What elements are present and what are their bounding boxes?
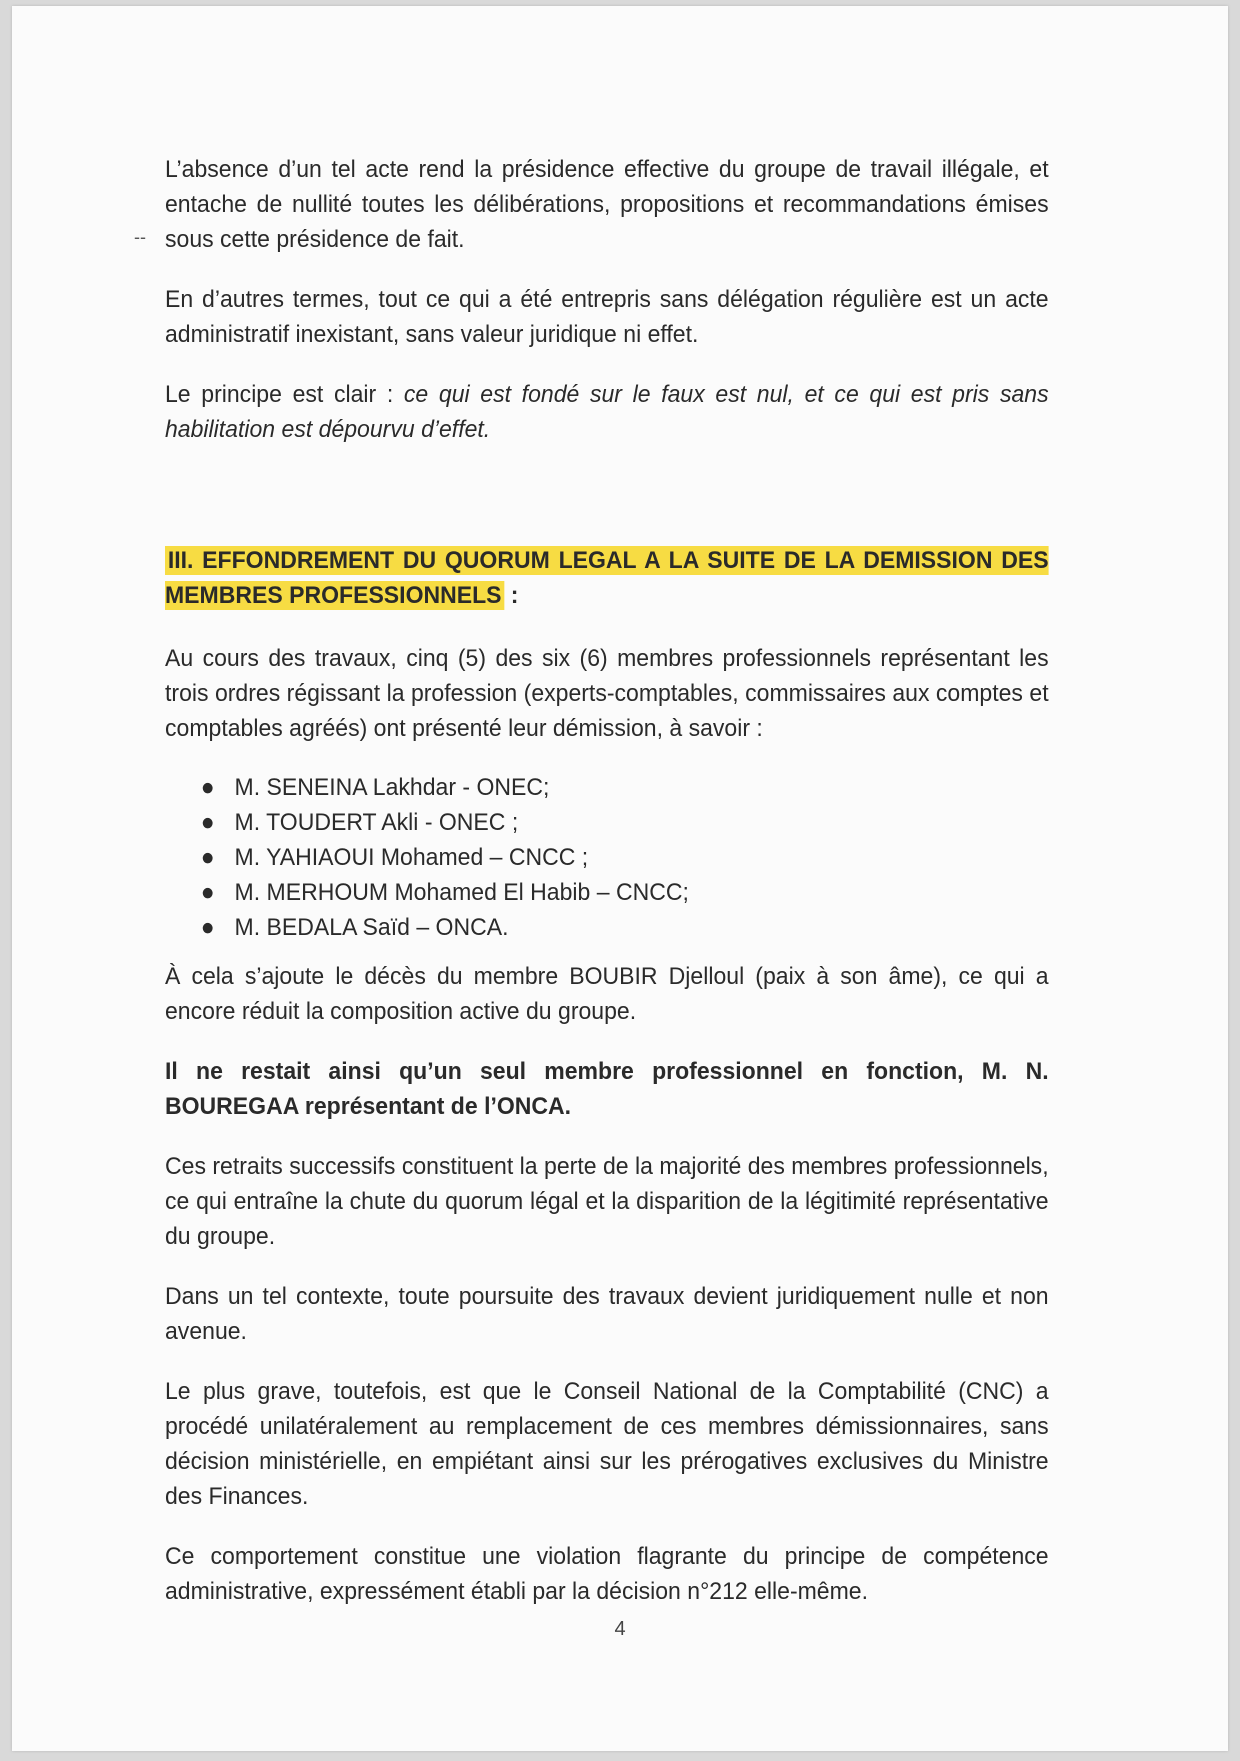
member-name: M. TOUDERT Akli - ONEC ; — [234, 809, 519, 836]
paragraph-absence-acte: L’absence d’un tel acte rend la présidence effective du groupe de travail illégale, et entache de nullité toutes les délibérations, propositions et recommandations émises sous cette présidence de fait. — [165, 156, 1049, 253]
bullet-icon: ● — [200, 774, 215, 801]
paragraph-principe — [165, 377, 1049, 447]
paragraph-retraits: Ces retraits successifs constituent la perte de la majorité des membres professionnels, ce qui entraîne la chute du quorum légal et la disparition de la légitimité représentative du groupe. — [165, 1153, 1049, 1250]
member-name: M. MERHOUM Mohamed El Habib – CNCC; — [234, 879, 689, 906]
margin-annotation-mark: -- — [134, 227, 146, 247]
page-number: 4 — [614, 1618, 626, 1640]
principe-lead-text: Le principe est clair : — [165, 381, 404, 408]
bullet-icon: ● — [200, 844, 215, 871]
section-heading-suffix: : — [504, 582, 519, 609]
document-body — [165, 152, 1049, 1609]
section-heading — [165, 543, 1049, 613]
paragraph-comportement: Ce comportement constitue une violation flagrante du principe de compétence administrative, expressément établi par la décision n°212 elle-même. — [165, 1543, 1049, 1605]
bullet-icon: ● — [200, 914, 215, 941]
paragraph-seul-membre: Il ne restait ainsi qu’un seul membre professionnel en fonction, M. N. BOUREGAA représentant de l’ONCA. — [165, 1058, 1049, 1120]
member-name: M. SENEINA Lakhdar - ONEC; — [234, 774, 550, 801]
member-name: M. YAHIAOUI Mohamed – CNCC ; — [234, 844, 589, 871]
paragraph-intro-demissions: Au cours des travaux, cinq (5) des six (6) membres professionnels représentant les trois ordres régissant la profession (experts-comptables, commissaires aux comptes et comptables agréés) ont présenté leur démission, à savoir : — [165, 645, 1049, 742]
paragraph-deces: À cela s’ajoute le décès du membre BOUBIR Djelloul (paix à son âme), ce qui a encore réduit la composition active du groupe. — [165, 963, 1049, 1025]
paragraph-contexte: Dans un tel contexte, toute poursuite des travaux devient juridiquement nulle et non avenue. — [165, 1283, 1049, 1345]
list-item — [201, 770, 1049, 805]
list-item — [201, 840, 1049, 875]
list-item — [201, 910, 1049, 945]
member-name: M. BEDALA Saïd – ONCA. — [234, 914, 509, 941]
document-page — [12, 6, 1228, 1751]
paragraph-plus-grave: Le plus grave, toutefois, est que le Conseil National de la Comptabilité (CNC) a procédé unilatéralement au remplacement de ces membres démissionnaires, sans décision ministérielle, en empiétant ainsi sur les prérogatives exclusives du Ministre des Finances. — [165, 1378, 1049, 1510]
list-item — [201, 875, 1049, 910]
principe-italic-text: ce qui est fondé sur le faux est nul, et ce qui est pris sans habilitation est dépourvu d’effet. — [165, 381, 1049, 443]
bullet-icon: ● — [200, 809, 215, 836]
section-heading-highlight: III. EFFONDREMENT DU QUORUM LEGAL A LA SUITE DE LA DEMISSION DES MEMBRES PROFESSIONNELS — [165, 547, 1049, 609]
resigned-members-list — [165, 770, 1049, 945]
paragraph-autres-termes: En d’autres termes, tout ce qui a été entrepris sans délégation régulière est un acte administratif inexistant, sans valeur juridique ni effet. — [165, 286, 1049, 348]
bullet-icon: ● — [200, 879, 215, 906]
list-item — [201, 805, 1049, 840]
